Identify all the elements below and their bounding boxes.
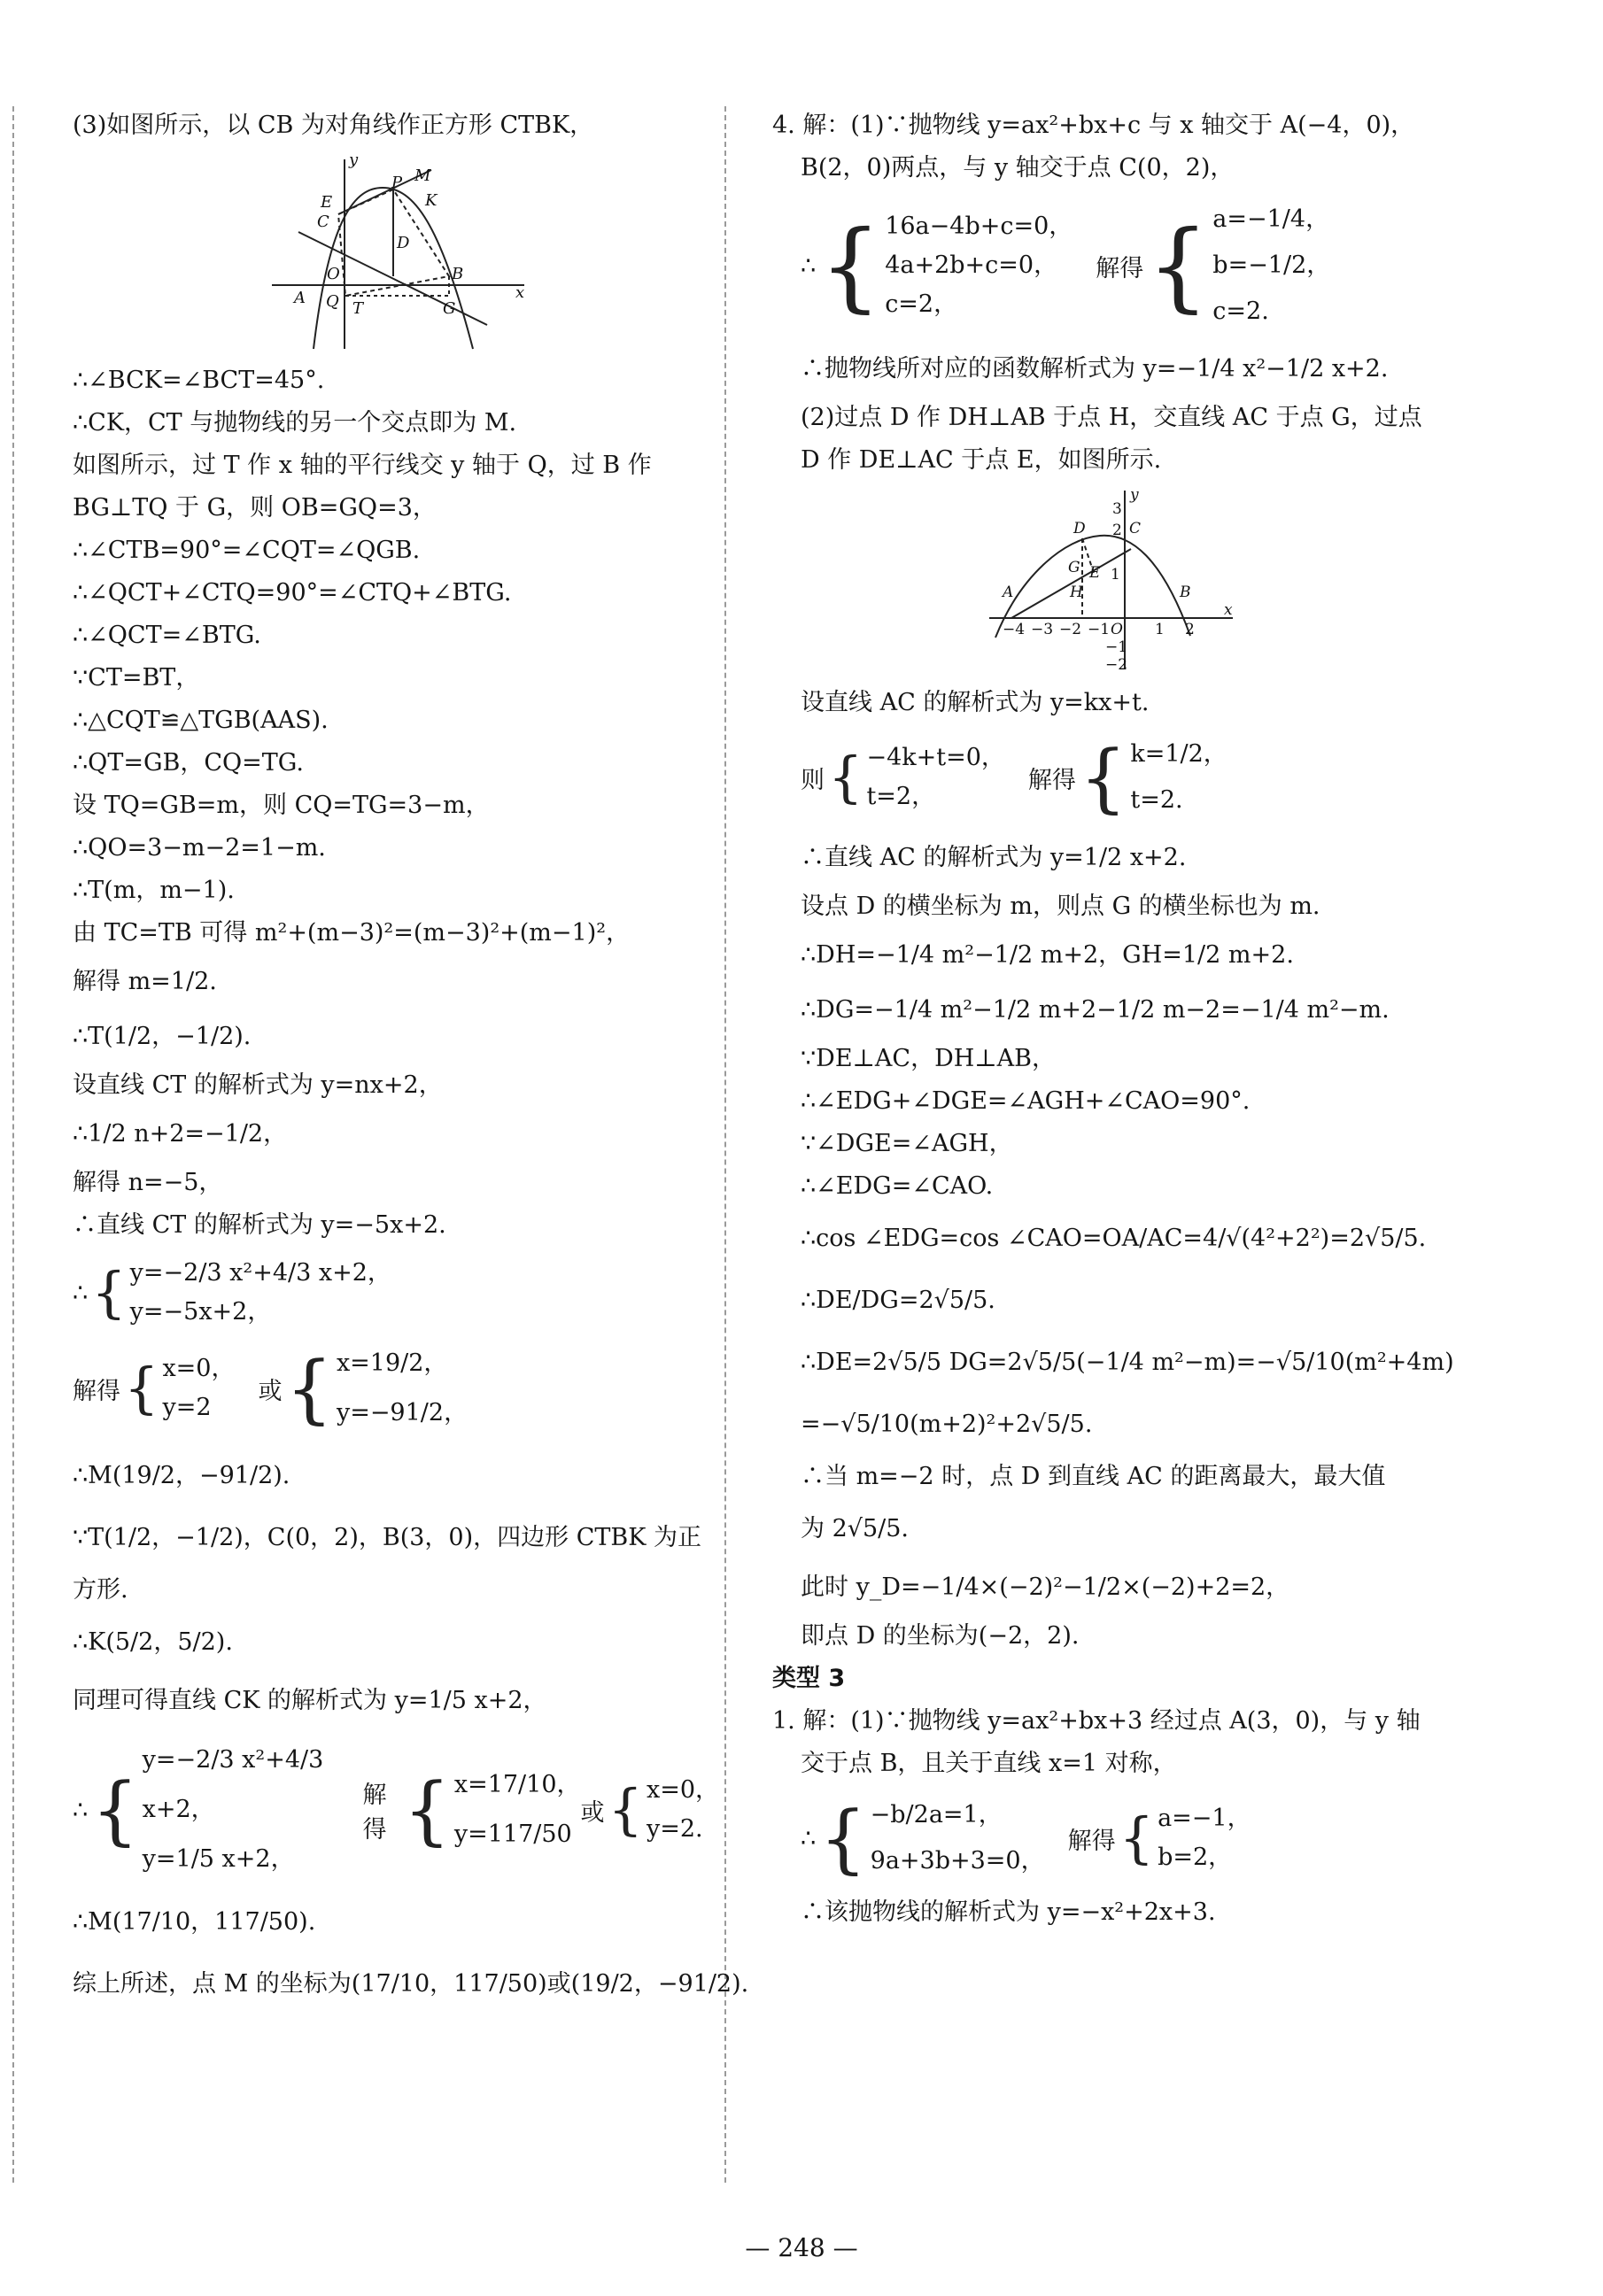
fig2-label: O xyxy=(1111,621,1123,638)
equation: a=−1， xyxy=(1158,1805,1251,1832)
text-line: ∴DH=−1/4 m²−1/2 m+2，GH=1/2 m+2. xyxy=(801,941,1294,969)
equation: y=117/50 xyxy=(453,1821,572,1848)
equation: y=1/5 x+2， xyxy=(142,1845,295,1873)
fig1-label: B xyxy=(452,265,464,283)
fig2-label: 3 xyxy=(1112,500,1122,518)
equation: b=2， xyxy=(1158,1844,1233,1871)
text-line: 解得 n=−5， xyxy=(73,1169,223,1196)
left-margin-dashed-line xyxy=(12,106,14,2183)
equation: 16a−4b+c=0， xyxy=(885,213,1073,240)
fig2-label: −1 xyxy=(1088,621,1111,638)
text-line: 由 TC=TB 可得 m²+(m−3)²=(m−3)²+(m−1)²， xyxy=(73,919,631,947)
text-line: ∴∠QCT=∠BTG. xyxy=(73,622,261,649)
fig1-label: O xyxy=(327,265,340,283)
equation: c=2. xyxy=(1212,298,1269,325)
text-line: BG⊥TQ 于 G，则 OB=GQ=3， xyxy=(73,494,437,522)
solution-system: 解得 { x=0， y=2 或 { x=19/2， y=−91/2， xyxy=(73,1339,719,1438)
text-line: ∴K(5/2，5/2). xyxy=(73,1628,233,1656)
equation: t=2， xyxy=(866,783,936,810)
equation: −4k+t=0， xyxy=(866,744,1005,771)
right-column xyxy=(772,104,1454,1934)
text-line: B(2，0)两点，与 y 轴交于点 C(0，2)， xyxy=(801,154,1235,182)
fig2-label: 2 xyxy=(1185,621,1195,638)
text-line: 此时 y_D=−1/4×(−2)²−1/2×(−2)+2=2， xyxy=(801,1573,1290,1601)
fig1-label: Q xyxy=(326,292,339,311)
text-line: ∴CK，CT 与抛物线的另一个交点即为 M. xyxy=(73,409,517,437)
text-line: 解得 m=1/2. xyxy=(73,968,217,995)
equation-system: 则 { −4k+t=0， t=2， 解得 { k=1/2， t=2. xyxy=(772,731,1445,823)
text-line: ∴△CQT≌△TGB(AAS). xyxy=(73,707,329,734)
fig1-label: x xyxy=(515,283,525,302)
text-line: 综上所述，点 M 的坐标为(17/10，117/50)或(19/2，−91/2). xyxy=(73,1970,749,1998)
text-line: ∵DE⊥AC，DH⊥AB， xyxy=(801,1045,1057,1072)
text-line: 如图所示，过 T 作 x 轴的平行线交 y 轴于 Q，过 B 作 xyxy=(73,452,652,479)
solve-label: 解得 xyxy=(1096,254,1144,282)
left-column xyxy=(73,104,749,2015)
page-number: — 248 — xyxy=(745,2233,858,2262)
fig2-label: −2 xyxy=(1059,621,1082,638)
fig1-label: C xyxy=(317,213,329,231)
then-label: 则 xyxy=(801,766,825,794)
text-line: 4. 解：(1)∵抛物线 y=ax²+bx+c 与 x 轴交于 A(−4，0)， xyxy=(772,112,1415,139)
text-line: ∴M(17/10，117/50). xyxy=(73,1908,316,1936)
text-line: 设点 D 的横坐标为 m，则点 G 的横坐标也为 m. xyxy=(801,893,1320,920)
text-line: ∴∠EDG+∠DGE=∠AGH+∠CAO=90°. xyxy=(801,1087,1251,1115)
equation: y=−91/2， xyxy=(336,1399,469,1426)
text-line: ∴∠QCT+∠CTQ=90°=∠CTQ+∠BTG. xyxy=(73,579,512,607)
text-line: ∴DG=−1/4 m²−1/2 m+2−1/2 m−2=−1/4 m²−m. xyxy=(801,996,1390,1024)
fig2-label: −4 xyxy=(1003,621,1026,638)
equation: x=17/10， xyxy=(453,1771,581,1798)
equation: y=−2/3 x²+4/3 x+2， xyxy=(129,1259,391,1287)
text-line: ∴T(m，m−1). xyxy=(73,877,235,904)
text-line: (3)如图所示，以 CB 为对角线作正方形 CTBK， xyxy=(73,112,594,139)
equation-system: ∴ { 16a−4b+c=0， 4a+2b+c=0， c=2， 解得 { a=−1/4， b=−1/2， c=2. xyxy=(772,197,1445,335)
fig2-label: y xyxy=(1130,487,1139,504)
equation-system: ∴ { y=−2/3 x²+4/3 x+2， y=−5x+2， xyxy=(73,1254,719,1332)
fig2-label: B xyxy=(1180,584,1191,601)
fig1-label: M xyxy=(414,166,431,185)
fig2-label: G xyxy=(1068,559,1080,576)
solve-label: 解得 xyxy=(362,1782,387,1844)
fig2-label: C xyxy=(1129,520,1142,537)
equation: t=2. xyxy=(1130,786,1183,814)
equation: x=0， xyxy=(162,1355,236,1382)
or-label: 或 xyxy=(580,1798,605,1827)
fig2-label: H xyxy=(1070,584,1083,601)
fig2-label: x xyxy=(1224,601,1233,619)
text-line: ∴当 m=−2 时，点 D 到直线 AC 的距离最大，最大值 xyxy=(801,1463,1386,1490)
fig1-label: P xyxy=(391,174,403,192)
text-line: ∴1/2 n+2=−1/2， xyxy=(73,1120,288,1148)
equation: y=−2/3 x²+4/3 x+2， xyxy=(142,1746,324,1823)
text-line: ∴DE/DG=2√5/5. xyxy=(801,1287,995,1314)
equation: y=2. xyxy=(646,1815,703,1843)
fig2-label: 1 xyxy=(1111,566,1120,584)
text-line: ∴∠EDG=∠CAO. xyxy=(801,1172,994,1200)
fig2-label: 1 xyxy=(1155,621,1165,638)
text-line: ∴∠CTB=90°=∠CQT=∠QGB. xyxy=(73,537,421,564)
text-line: (2)过点 D 作 DH⊥AB 于点 H，交直线 AC 于点 G，过点 xyxy=(801,404,1422,431)
text-line: ∴DE=2√5/5 DG=2√5/5(−1/4 m²−m)=−√5/10(m²+4m) xyxy=(801,1349,1454,1376)
text-line: 同理可得直线 CK 的解析式为 y=1/5 x+2， xyxy=(73,1687,547,1714)
or-label: 或 xyxy=(258,1377,283,1405)
fig2-label: E xyxy=(1089,564,1101,582)
fig2-label: A xyxy=(1003,584,1014,601)
solve-label: 解得 xyxy=(73,1377,120,1405)
text-line: 为 2√5/5. xyxy=(801,1515,910,1542)
equation: c=2， xyxy=(885,290,958,318)
equation: 4a+2b+c=0， xyxy=(885,251,1058,279)
equation: y=−5x+2， xyxy=(129,1298,272,1326)
fig2-label: −3 xyxy=(1031,621,1054,638)
fig1-label: E xyxy=(321,193,333,212)
text-line: ∴T(1/2，−1/2). xyxy=(73,1023,252,1050)
equation: k=1/2， xyxy=(1130,740,1227,768)
text-line: ∴QO=3−m−2=1−m. xyxy=(73,834,326,862)
text-line: ∴QT=GB，CQ=TG. xyxy=(73,749,304,777)
fig1-label: y xyxy=(349,152,359,169)
text-line: 设直线 CT 的解析式为 y=nx+2， xyxy=(73,1071,443,1099)
fig1-label: G xyxy=(443,299,456,318)
text-line: ∴该抛物线的解析式为 y=−x²+2x+3. xyxy=(801,1898,1216,1926)
text-line: 设直线 AC 的解析式为 y=kx+t. xyxy=(801,689,1150,716)
text-line: ∵∠DGE=∠AGH， xyxy=(801,1130,1013,1157)
equation-system: ∴ { y=−2/3 x²+4/3 x+2， y=1/5 x+2， 解得 { x=17/10， y=117/50 或 { x=0， y=2. xyxy=(73,1736,719,1884)
fig2-label: 2 xyxy=(1112,522,1122,539)
equation: x=0， xyxy=(646,1776,719,1804)
text-line: 设 TQ=GB=m，则 CQ=TG=3−m， xyxy=(73,792,490,819)
fig1-label: K xyxy=(425,191,438,210)
text-line: ∴cos ∠EDG=cos ∠CAO=OA/AC=4/√(4²+2²)=2√5/5. xyxy=(801,1225,1427,1252)
equation: −b/2a=1， xyxy=(870,1801,1003,1828)
fig2-label: −1 xyxy=(1105,638,1128,656)
text-line: =−√5/10(m+2)²+2√5/5. xyxy=(801,1411,1093,1438)
fig1-label: T xyxy=(352,299,364,318)
text-line: 即点 D 的坐标为(−2，2). xyxy=(801,1622,1080,1650)
text-line: ∵CT=BT， xyxy=(73,664,200,692)
text-line: ∴∠BCK=∠BCT=45°. xyxy=(73,367,325,394)
text-line: D 作 DE⊥AC 于点 E，如图所示. xyxy=(801,446,1162,474)
text-line: 1. 解：(1)∵抛物线 y=ax²+bx+3 经过点 A(3，0)，与 y 轴 xyxy=(772,1707,1421,1735)
equation: x=19/2， xyxy=(336,1349,448,1377)
text-line: 方形. xyxy=(73,1576,128,1604)
equation-system: ∴ { −b/2a=1， 9a+3b+3=0， 解得 { a=−1， b=2， xyxy=(772,1792,1445,1884)
fig1-label: D xyxy=(397,234,410,252)
equation: a=−1/4， xyxy=(1212,205,1330,233)
figure-parabola-square xyxy=(267,152,533,352)
text-line: ∵T(1/2，−1/2)，C(0，2)，B(3，0)，四边形 CTBK 为正 xyxy=(73,1524,701,1551)
text-line: ∴直线 CT 的解析式为 y=−5x+2. xyxy=(73,1211,446,1239)
fig2-label: D xyxy=(1073,520,1086,537)
section-heading: 类型 3 xyxy=(772,1665,846,1692)
equation: y=2 xyxy=(162,1394,212,1421)
text-line: ∴抛物线所对应的函数解析式为 y=−1/4 x²−1/2 x+2. xyxy=(801,355,1389,383)
equation: 9a+3b+3=0， xyxy=(870,1847,1045,1875)
equation: b=−1/2， xyxy=(1212,251,1331,279)
solve-label: 解得 xyxy=(1067,1827,1116,1855)
fig2-label: −2 xyxy=(1105,656,1128,674)
text-line: 交于点 B，且关于直线 x=1 对称， xyxy=(801,1750,1177,1777)
figure-parabola-line-ac xyxy=(985,487,1242,675)
fig1-label: A xyxy=(294,289,306,307)
solve-label: 解得 xyxy=(1027,766,1076,794)
text-line: ∴M(19/2，−91/2). xyxy=(73,1462,290,1489)
column-divider-dashed-line xyxy=(724,106,726,2183)
text-line: ∴直线 AC 的解析式为 y=1/2 x+2. xyxy=(801,844,1187,871)
